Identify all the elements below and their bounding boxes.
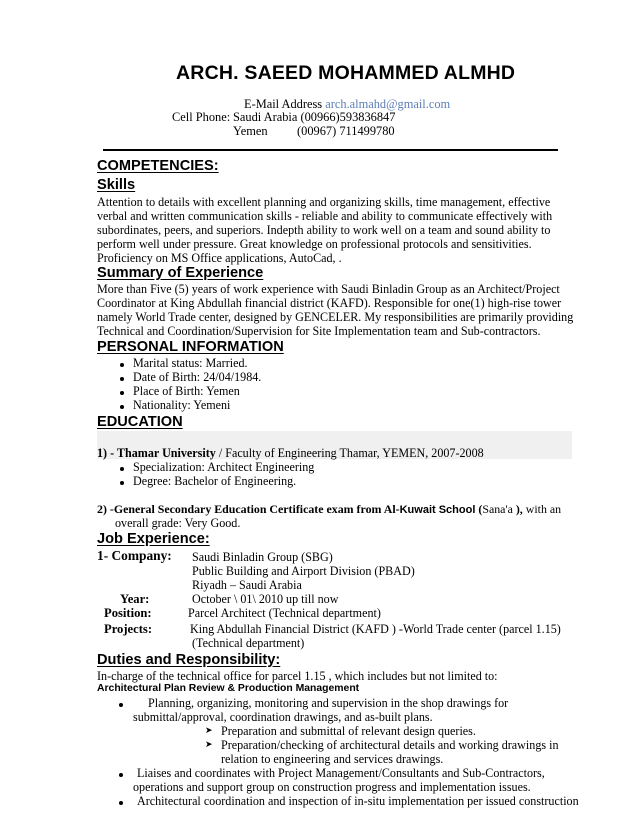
skills-line-5: Proficiency on MS Office applications, AutoCad, . [97, 251, 342, 265]
education-entry-2-tail: with an [522, 502, 562, 516]
phone-yemen-number: (00967) 711499780 [297, 124, 395, 138]
education-degree: Degree: Bachelor of Engineering. [133, 474, 297, 488]
personal-item-nationality: Nationality: Yemeni [133, 398, 231, 412]
personal-heading: PERSONAL INFORMATION [97, 339, 284, 355]
competencies-heading: COMPETENCIES: [97, 158, 219, 174]
job-company-line-1: Saudi Binladin Group (SBG) [192, 550, 333, 564]
personal-item-dob: Date of Birth: 24/04/1984. [133, 370, 262, 384]
education-entry-2-c: ( [475, 502, 483, 516]
bullet-icon [120, 363, 124, 367]
job-year-label: Year: [120, 592, 150, 606]
summary-line-3: namely World Trade center, designed by GENCELER. My responsibilities are primarily providing [97, 310, 574, 324]
summary-line-2: Coordinator at King Abdullah financial district (KAFD). Responsible for one(1) high-rise tower [97, 296, 562, 310]
bullet-icon [119, 801, 123, 805]
summary-line-1: More than Five (5) years of work experience with Saudi Binladin Group as an Architect/Project [97, 282, 560, 296]
job-heading: Job Experience: [97, 531, 210, 547]
duties-item-3: Architectural coordination and inspection of in-situ implementation per issued construction [137, 794, 579, 808]
duties-item-1-line-2: submittal/approval, coordination drawings, and as-built plans. [133, 710, 433, 724]
education-entry-1-detail: / Faculty of Engineering Thamar, YEMEN, 2007-2008 [215, 446, 484, 460]
education-entry-2-d: ), [512, 502, 523, 516]
skills-line-2: verbal and written communication skills - reliable and ability to communicate effectively with [97, 209, 553, 223]
bullet-icon [120, 377, 124, 381]
arrow-bullet-icon: ➤ [205, 739, 213, 749]
personal-item-marital: Marital status: Married. [133, 356, 248, 370]
skills-line-1: Attention to details with excellent planning and organizing skills, time management, effective [97, 195, 551, 209]
education-entry-2-city: Sana'a [482, 502, 513, 516]
summary-heading: Summary of Experience [97, 265, 264, 281]
education-heading: EDUCATION [97, 414, 183, 430]
job-year-value: October \ 01\ 2010 up till now [192, 592, 339, 606]
duties-intro: In-charge of the technical office for parcel 1.15 , which includes but not limited to: [97, 669, 498, 683]
bullet-icon [119, 703, 123, 707]
duties-subheading: Architectural Plan Review & Production Management [97, 683, 360, 694]
header-divider [103, 149, 558, 151]
job-projects-line-1: King Abdullah Financial District (KAFD ) -World Trade center (parcel 1.15) [190, 622, 561, 636]
job-position-label: Position: [104, 606, 152, 620]
personal-item-pob: Place of Birth: Yemen [133, 384, 240, 398]
duties-sub-item-2: Preparation/checking of architectural details and working drawings in [221, 738, 559, 752]
education-entry-2-a: 2) -General Secondary Education Certificate exam from Al- [97, 502, 400, 516]
duties-item-2-line-2: operations and support group on construction progress and implementation issues. [133, 780, 531, 794]
duties-sub-item-2-line-2: relation to engineering and services drawings. [221, 752, 444, 766]
job-projects-label: Projects: [104, 622, 153, 636]
bullet-icon [120, 467, 124, 471]
skills-line-3: subordinates, peers, and superiors. Indepth ability to work well on a team and sound ability to [97, 223, 551, 237]
education-entry-2-grade: overall grade: Very Good. [115, 516, 241, 530]
education-entry-2-school: Kuwait School [399, 504, 476, 516]
bullet-icon [120, 405, 124, 409]
bullet-icon [120, 391, 124, 395]
education-entry-2 [97, 502, 561, 517]
phone-yemen-country: Yemen [233, 124, 268, 138]
arrow-bullet-icon: ➤ [205, 725, 213, 735]
duties-heading: Duties and Responsibility: [97, 652, 281, 668]
bullet-icon [119, 773, 123, 777]
job-company-line-2: Public Building and Airport Division (PBAD) [192, 564, 415, 578]
education-specialization: Specialization: Architect Engineering [133, 460, 315, 474]
duties-sub-item-1: Preparation and submittal of relevant design queries. [221, 724, 476, 738]
summary-line-4: Technical and Coordination/Supervision for Site Implementation team and Sub-contractors. [97, 324, 541, 338]
education-entry-1-school: 1) - Thamar University [97, 446, 216, 460]
duties-item-2-line-1: Liaises and coordinates with Project Management/Consultants and Sub-Contractors, [137, 766, 545, 780]
phone-label: Cell Phone: [172, 110, 231, 124]
skills-heading: Skills [97, 177, 136, 193]
email-label: E-Mail Address [244, 97, 323, 111]
job-company-label: 1- Company: [97, 548, 172, 563]
email-link[interactable]: arch.almahd@gmail.com [325, 97, 451, 111]
phone-saudi: Saudi Arabia (00966)593836847 [233, 110, 396, 124]
email-line [244, 97, 450, 111]
job-projects-line-2: (Technical department) [192, 636, 305, 650]
candidate-name: ARCH. SAEED MOHAMMED ALMHD [176, 62, 516, 84]
duties-item-1-line-1: Planning, organizing, monitoring and supervision in the shop drawings for [148, 696, 509, 710]
skills-line-4: perform well under pressure. Great knowledge on professional protocols and sensitivities. [97, 237, 532, 251]
bullet-icon [120, 481, 124, 485]
job-company-line-3: Riyadh – Saudi Arabia [192, 578, 302, 592]
job-position-value: Parcel Architect (Technical department) [188, 606, 381, 620]
education-entry-1 [97, 446, 484, 460]
